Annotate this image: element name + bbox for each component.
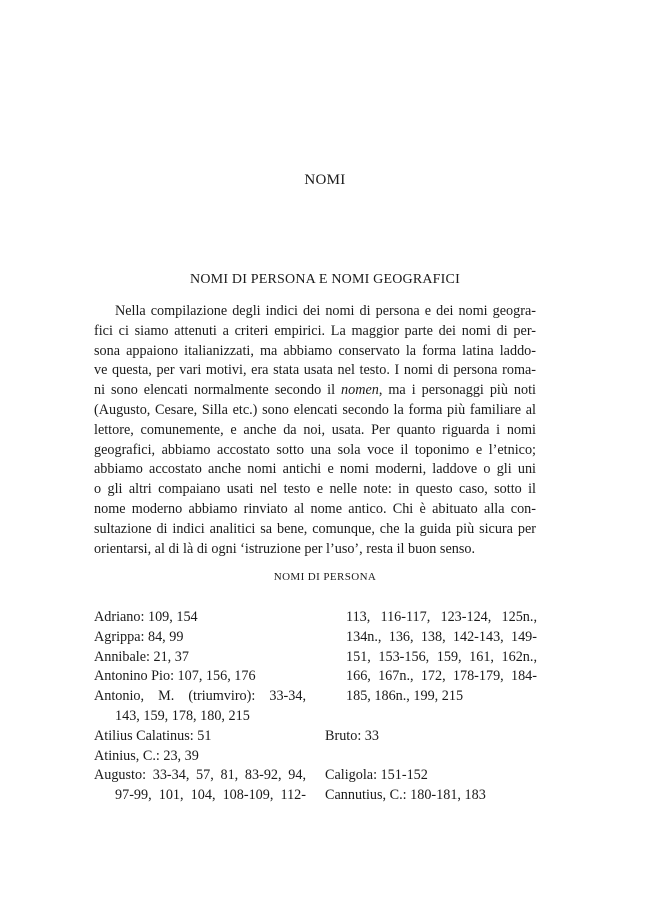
intro-line: sona appaiono italianizzati, ma abbiamo conservato la forma latina laddo- — [94, 342, 536, 359]
intro-text: , ma i personaggi più noti — [378, 382, 537, 399]
intro-line: Nella compilazione degli indici dei nomi di persona e dei nomi geogra- — [115, 303, 536, 319]
index-column-right — [325, 608, 537, 806]
index-entry-continuation: 97-99, 101, 104, 108-109, 112- — [115, 787, 306, 804]
index-entry: Bruto: 33 — [325, 727, 379, 744]
nomen-term: nomen — [341, 382, 379, 399]
intro-line: ve questa, per vari motivi, era stata usata nel testo. I nomi di persona roma- — [94, 362, 536, 379]
index-entry: Agrippa: 84, 99 — [94, 628, 184, 645]
intro-line: orientarsi, al di là di ogni ‘istruzione per l’uso’, resta il buon senso. — [94, 540, 476, 557]
index-entry-continuation: 151, 153-156, 159, 161, 162n., — [346, 648, 537, 665]
index-entry: Antonio, M. (triumviro): 33-34, — [94, 688, 306, 705]
intro-line: geografici, abbiamo accostato sotto una sola voce il toponimo e l’etnico; — [94, 441, 536, 458]
index-entry-continuation: 166, 167n., 172, 178-179, 184- — [346, 668, 537, 685]
index-entry: Antonino Pio: 107, 156, 176 — [94, 668, 256, 685]
intro-line: abbiamo accostato anche nomi antichi e nomi moderni, laddove o gli uni — [94, 461, 536, 478]
section-title: NOMI DI PERSONA E NOMI GEOGRAFICI — [190, 272, 460, 287]
intro-line-nomen — [94, 381, 536, 401]
intro-line: lettore, comunemente, e anche da noi, usata. Per quanto riguarda i nomi — [94, 421, 536, 438]
intro-line: sultazione di indici analitici sa bene, comunque, che la guida più sicura per — [94, 520, 536, 537]
index-entry: Atilius Calatinus: 51 — [94, 727, 212, 744]
index-entry-continuation: 185, 186n., 199, 215 — [346, 688, 464, 705]
intro-line: fici ci siamo attenuti a criteri empirici. La maggior parte dei nomi di per- — [94, 322, 536, 339]
index-gap — [325, 747, 537, 767]
index-gap — [325, 707, 537, 727]
intro-paragraph — [94, 302, 536, 559]
index-entry-continuation: 113, 116-117, 123-124, 125n., — [346, 609, 537, 625]
intro-line: o gli altri compaiano usati nel testo e nelle note: in questo caso, sotto il — [94, 481, 536, 498]
index-entry: Adriano: 109, 154 — [94, 609, 198, 625]
intro-line: nome moderno abbiamo rinviato al nome antico. Chi è abituato alla con- — [94, 500, 536, 517]
index-entry-continuation: 134n., 136, 138, 142-143, 149- — [346, 628, 537, 645]
intro-line: (Augusto, Cesare, Silla etc.) sono elencati secondo la forma più familiare al — [94, 401, 536, 418]
subsection-title: NOMI DI PERSONA — [273, 571, 377, 583]
index-entry: Caligola: 151-152 — [325, 767, 428, 784]
index-entry: Cannutius, C.: 180-181, 183 — [325, 787, 486, 804]
index-entry: Atinius, C.: 23, 39 — [94, 747, 199, 764]
index-column-left — [94, 608, 306, 806]
index-entry: Augusto: 33-34, 57, 81, 83-92, 94, — [94, 767, 306, 784]
index-entry-continuation: 143, 159, 178, 180, 215 — [115, 707, 250, 724]
page-title: NOMI — [304, 172, 346, 188]
intro-text: ni sono elencati normalmente secondo il — [94, 382, 336, 399]
index-entry: Annibale: 21, 37 — [94, 648, 189, 665]
